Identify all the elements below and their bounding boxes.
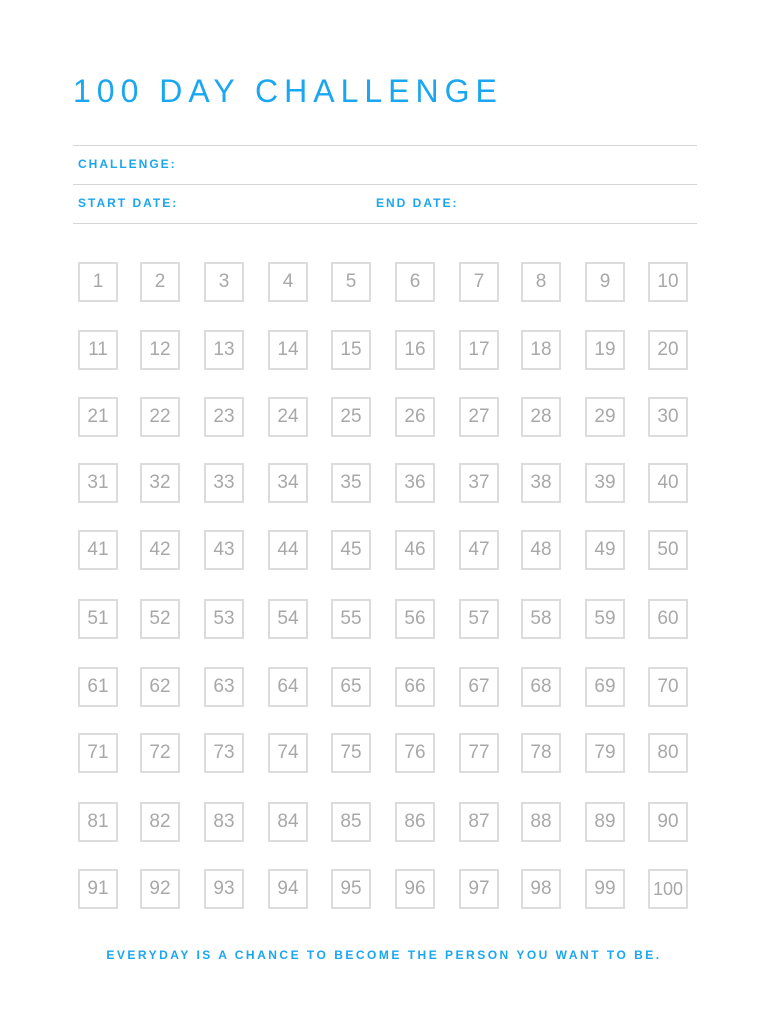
day-box[interactable]: 8 (521, 262, 561, 302)
day-box[interactable]: 17 (459, 330, 499, 370)
day-box[interactable]: 47 (459, 530, 499, 570)
day-box[interactable]: 40 (648, 463, 688, 503)
day-box[interactable]: 21 (78, 397, 118, 437)
day-box[interactable]: 10 (648, 262, 688, 302)
day-box[interactable]: 68 (521, 667, 561, 707)
day-box[interactable]: 45 (331, 530, 371, 570)
day-box[interactable]: 88 (521, 802, 561, 842)
day-box[interactable]: 33 (204, 463, 244, 503)
day-box[interactable]: 27 (459, 397, 499, 437)
day-box[interactable]: 69 (585, 667, 625, 707)
day-box[interactable]: 52 (140, 599, 180, 639)
day-box[interactable]: 13 (204, 330, 244, 370)
day-box[interactable]: 12 (140, 330, 180, 370)
day-box[interactable]: 73 (204, 733, 244, 773)
day-box[interactable]: 16 (395, 330, 435, 370)
day-box[interactable]: 26 (395, 397, 435, 437)
day-box[interactable]: 32 (140, 463, 180, 503)
day-box[interactable]: 57 (459, 599, 499, 639)
day-box[interactable]: 98 (521, 869, 561, 909)
day-box[interactable]: 86 (395, 802, 435, 842)
day-box[interactable]: 97 (459, 869, 499, 909)
day-box[interactable]: 59 (585, 599, 625, 639)
day-box[interactable]: 54 (268, 599, 308, 639)
day-box[interactable]: 62 (140, 667, 180, 707)
day-box[interactable]: 79 (585, 733, 625, 773)
day-box[interactable]: 49 (585, 530, 625, 570)
day-box[interactable]: 94 (268, 869, 308, 909)
day-box[interactable]: 37 (459, 463, 499, 503)
day-box[interactable]: 74 (268, 733, 308, 773)
day-box[interactable]: 25 (331, 397, 371, 437)
day-box[interactable]: 20 (648, 330, 688, 370)
day-box[interactable]: 39 (585, 463, 625, 503)
day-box[interactable]: 70 (648, 667, 688, 707)
day-box[interactable]: 43 (204, 530, 244, 570)
day-box[interactable]: 41 (78, 530, 118, 570)
day-box[interactable]: 44 (268, 530, 308, 570)
day-box[interactable]: 83 (204, 802, 244, 842)
day-box[interactable]: 35 (331, 463, 371, 503)
day-box[interactable]: 93 (204, 869, 244, 909)
day-box[interactable]: 24 (268, 397, 308, 437)
day-box[interactable]: 51 (78, 599, 118, 639)
day-box[interactable]: 91 (78, 869, 118, 909)
day-box[interactable]: 31 (78, 463, 118, 503)
day-box[interactable]: 18 (521, 330, 561, 370)
day-box[interactable]: 65 (331, 667, 371, 707)
day-box[interactable]: 66 (395, 667, 435, 707)
day-box[interactable]: 48 (521, 530, 561, 570)
day-box[interactable]: 80 (648, 733, 688, 773)
day-box[interactable]: 92 (140, 869, 180, 909)
day-box[interactable]: 2 (140, 262, 180, 302)
day-box[interactable]: 78 (521, 733, 561, 773)
day-box[interactable]: 75 (331, 733, 371, 773)
day-box[interactable]: 50 (648, 530, 688, 570)
day-box[interactable]: 72 (140, 733, 180, 773)
day-box[interactable]: 58 (521, 599, 561, 639)
day-box[interactable]: 42 (140, 530, 180, 570)
day-box[interactable]: 99 (585, 869, 625, 909)
day-box[interactable]: 4 (268, 262, 308, 302)
day-box[interactable]: 56 (395, 599, 435, 639)
day-box[interactable]: 15 (331, 330, 371, 370)
day-box[interactable]: 7 (459, 262, 499, 302)
day-box[interactable]: 53 (204, 599, 244, 639)
day-box[interactable]: 95 (331, 869, 371, 909)
day-box[interactable]: 14 (268, 330, 308, 370)
end-date-label: END DATE: (376, 196, 459, 210)
day-box[interactable]: 60 (648, 599, 688, 639)
day-box[interactable]: 11 (78, 330, 118, 370)
day-box[interactable]: 30 (648, 397, 688, 437)
day-box[interactable]: 55 (331, 599, 371, 639)
day-box[interactable]: 28 (521, 397, 561, 437)
day-box[interactable]: 90 (648, 802, 688, 842)
day-box[interactable]: 34 (268, 463, 308, 503)
page-title: 100 DAY CHALLENGE (73, 73, 503, 109)
day-box[interactable]: 82 (140, 802, 180, 842)
day-box[interactable]: 76 (395, 733, 435, 773)
day-box[interactable]: 23 (204, 397, 244, 437)
day-box[interactable]: 36 (395, 463, 435, 503)
day-box[interactable]: 67 (459, 667, 499, 707)
day-box[interactable]: 71 (78, 733, 118, 773)
day-box[interactable]: 1 (78, 262, 118, 302)
day-box[interactable]: 63 (204, 667, 244, 707)
day-box[interactable]: 96 (395, 869, 435, 909)
day-box[interactable]: 100 (648, 869, 688, 909)
day-box[interactable]: 38 (521, 463, 561, 503)
day-box[interactable]: 19 (585, 330, 625, 370)
day-box[interactable]: 81 (78, 802, 118, 842)
day-box[interactable]: 3 (204, 262, 244, 302)
day-box[interactable]: 5 (331, 262, 371, 302)
day-box[interactable]: 22 (140, 397, 180, 437)
footer-quote: EVERYDAY IS A CHANCE TO BECOME THE PERSON YOU WANT TO BE. (106, 948, 662, 962)
start-date-label: START DATE: (78, 196, 179, 210)
day-box[interactable]: 89 (585, 802, 625, 842)
challenge-label: CHALLENGE: (78, 157, 177, 171)
day-box[interactable]: 77 (459, 733, 499, 773)
day-box[interactable]: 9 (585, 262, 625, 302)
day-box[interactable]: 84 (268, 802, 308, 842)
day-box[interactable]: 85 (331, 802, 371, 842)
day-box[interactable]: 61 (78, 667, 118, 707)
day-box[interactable]: 6 (395, 262, 435, 302)
day-box[interactable]: 29 (585, 397, 625, 437)
day-box[interactable]: 46 (395, 530, 435, 570)
day-box[interactable]: 87 (459, 802, 499, 842)
day-box[interactable]: 64 (268, 667, 308, 707)
